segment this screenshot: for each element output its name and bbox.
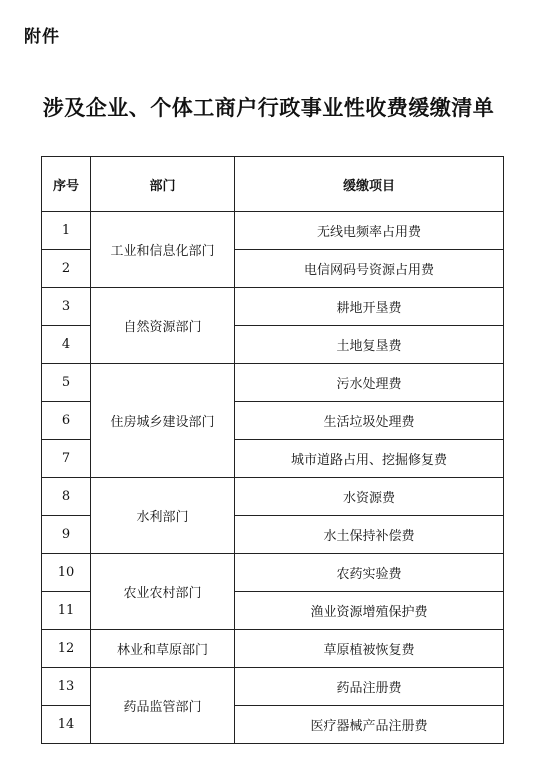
row-number: 3: [42, 288, 91, 326]
document-title: 涉及企业、个体工商户行政事业性收费缓缴清单: [42, 95, 495, 120]
fee-item: 生活垃圾处理费: [235, 402, 504, 440]
row-number: 13: [42, 668, 91, 706]
fee-item: 耕地开垦费: [235, 288, 504, 326]
fee-item: 草原植被恢复费: [235, 630, 504, 668]
fee-item: 农药实验费: [235, 554, 504, 592]
fee-item: 医疗器械产品注册费: [235, 706, 504, 744]
row-number: 5: [42, 364, 91, 402]
table-row: [42, 364, 504, 402]
department-cell: 林业和草原部门: [91, 630, 235, 668]
fee-item: 渔业资源增殖保护费: [235, 592, 504, 630]
table-row: [42, 212, 504, 250]
fee-item: 电信网码号资源占用费: [235, 250, 504, 288]
department-cell: 住房城乡建设部门: [91, 364, 235, 478]
row-number: 12: [42, 630, 91, 668]
fee-item: 土地复垦费: [235, 326, 504, 364]
fee-item: 水土保持补偿费: [235, 516, 504, 554]
row-number: 1: [42, 212, 91, 250]
department-cell: 农业农村部门: [91, 554, 235, 630]
table-row: [42, 554, 504, 592]
table-header-row: [42, 157, 504, 212]
row-number: 2: [42, 250, 91, 288]
table-row: [42, 288, 504, 326]
row-number: 6: [42, 402, 91, 440]
row-number: 4: [42, 326, 91, 364]
row-number: 9: [42, 516, 91, 554]
fee-item: 水资源费: [235, 478, 504, 516]
fee-deferral-table: [41, 156, 504, 744]
table-row: [42, 630, 504, 668]
column-header-number: 序号: [42, 157, 91, 212]
department-cell: 自然资源部门: [91, 288, 235, 364]
row-number: 8: [42, 478, 91, 516]
row-number: 11: [42, 592, 91, 630]
fee-item: 污水处理费: [235, 364, 504, 402]
fee-item: 城市道路占用、挖掘修复费: [235, 440, 504, 478]
column-header-item: 缓缴项目: [235, 157, 504, 212]
department-cell: 水利部门: [91, 478, 235, 554]
department-cell: 工业和信息化部门: [91, 212, 235, 288]
table-row: [42, 478, 504, 516]
row-number: 10: [42, 554, 91, 592]
table-row: [42, 668, 504, 706]
column-header-department: 部门: [91, 157, 235, 212]
attachment-label: 附件: [24, 27, 60, 47]
fee-item: 无线电频率占用费: [235, 212, 504, 250]
fee-item: 药品注册费: [235, 668, 504, 706]
row-number: 7: [42, 440, 91, 478]
row-number: 14: [42, 706, 91, 744]
department-cell: 药品监管部门: [91, 668, 235, 744]
